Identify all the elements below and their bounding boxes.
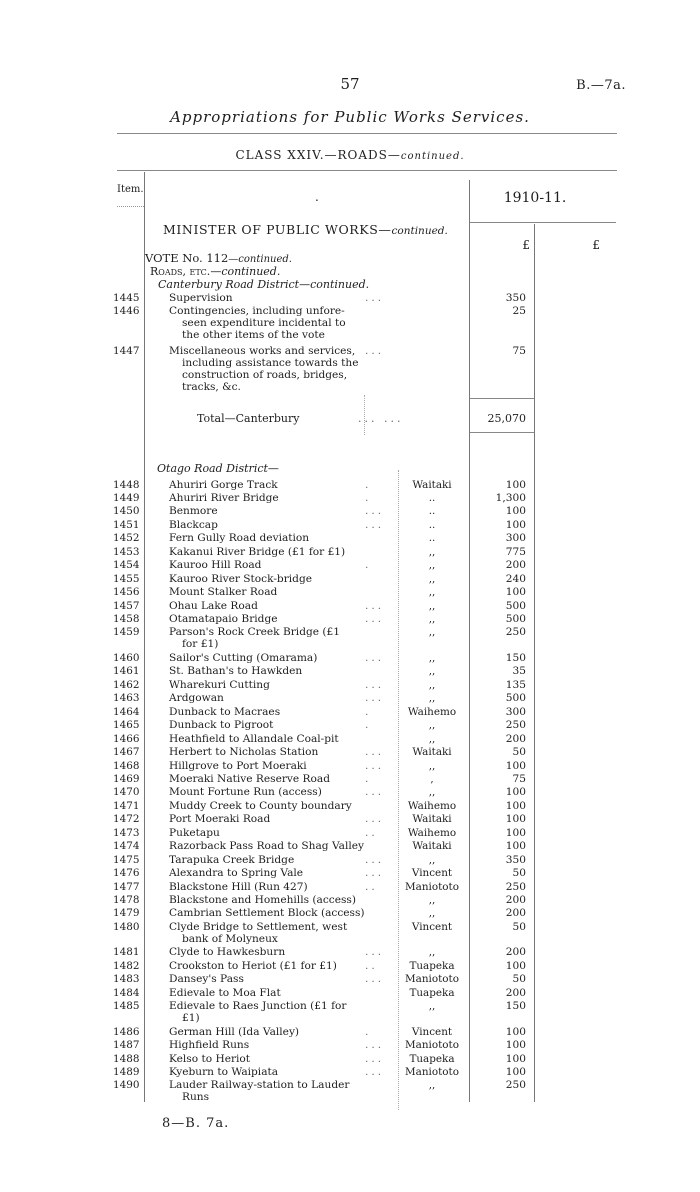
leader-dots: ... <box>365 867 385 880</box>
item-description: Ahuriri River Bridge <box>169 491 279 504</box>
item-amount: 135 <box>505 678 526 691</box>
county-name: , <box>430 772 434 785</box>
item-number: 1468 <box>113 759 140 772</box>
item-description: Tarapuka Creek Bridge <box>169 853 295 866</box>
item-number: 1450 <box>113 505 140 518</box>
table-row <box>0 894 700 906</box>
table-row <box>0 746 700 758</box>
leader-dots: ... <box>365 1065 385 1078</box>
table-row <box>0 305 700 317</box>
item-amount: 100 <box>505 1039 526 1052</box>
county-name: ,, <box>428 1079 436 1092</box>
table-row <box>0 867 700 879</box>
item-number: 1480 <box>113 920 140 933</box>
item-number: 1489 <box>113 1065 140 1078</box>
item-number: 1476 <box>113 867 140 880</box>
table-row <box>0 960 700 972</box>
item-amount: 100 <box>505 799 526 812</box>
title-rule <box>117 133 617 134</box>
item-description: Ohau Lake Road <box>169 599 258 612</box>
item-amount: 75 <box>512 345 526 357</box>
table-row <box>0 1039 700 1051</box>
item-number: 1481 <box>113 946 140 959</box>
county-name: Vincent <box>411 867 453 880</box>
item-description: Heathfield to Allandale Coal-pit <box>169 732 339 745</box>
item-amount: 250 <box>505 626 526 639</box>
item-description: Moeraki Native Reserve Road <box>169 772 330 785</box>
county-name: ,, <box>428 786 436 799</box>
table-row <box>0 1079 700 1091</box>
table-row <box>0 479 700 491</box>
item-number: 1475 <box>113 853 140 866</box>
item-description-continuation: the other items of the vote <box>182 329 325 341</box>
leader-dots: ... <box>365 678 385 691</box>
item-number: 1474 <box>113 840 140 853</box>
year-header-rule <box>470 222 616 223</box>
item-amount: 300 <box>505 705 526 718</box>
table-row <box>0 907 700 919</box>
table-row <box>0 546 700 558</box>
leader-dots: ... <box>365 599 385 612</box>
item-description: Dunback to Pigroot <box>169 719 274 732</box>
total-bottom-rule <box>470 432 534 433</box>
item-description: Ahuriri Gorge Track <box>169 478 278 491</box>
table-row <box>0 679 700 691</box>
table-row <box>0 773 700 785</box>
leader-dots: .. <box>365 880 378 893</box>
item-amount: 775 <box>505 545 526 558</box>
class-title-text: CLASS XXIV.—ROADS— <box>235 148 401 162</box>
item-amount: 35 <box>512 665 526 678</box>
item-amount: 1,300 <box>495 491 526 504</box>
vote-heading-suffix: —continued. <box>228 254 292 265</box>
item-number: 1488 <box>113 1052 140 1065</box>
county-name: ,, <box>428 586 436 599</box>
item-number: 1455 <box>113 572 140 585</box>
item-description-continuation: £1) <box>182 1012 200 1025</box>
county-name: ,, <box>428 853 436 866</box>
item-amount: 240 <box>505 572 526 585</box>
leader-dots: ... <box>365 853 385 866</box>
currency-symbol-col2: £ <box>592 238 600 252</box>
item-number: 1478 <box>113 894 140 906</box>
item-description: Cambrian Settlement Block (access) <box>169 907 365 920</box>
table-row <box>0 573 700 585</box>
county-name: ,, <box>428 692 436 705</box>
table-row <box>0 613 700 625</box>
item-amount: 350 <box>505 853 526 866</box>
item-number: 1484 <box>113 986 140 999</box>
item-description: Port Moeraki Road <box>169 813 271 826</box>
item-description-continuation: tracks, &c. <box>182 381 241 393</box>
item-description-continuation: seen expenditure incidental to <box>182 317 346 329</box>
item-number: 1482 <box>113 959 140 972</box>
county-name: Waihemo <box>407 705 457 718</box>
item-description: Razorback Pass Road to Shag Valley <box>169 840 364 853</box>
item-number: 1459 <box>113 626 140 639</box>
item-amount: 350 <box>505 292 526 304</box>
header-dot: . <box>315 190 319 204</box>
leader-dots: ... <box>365 505 385 518</box>
item-amount: 50 <box>512 920 526 933</box>
table-row <box>0 786 700 798</box>
table-row <box>0 586 700 598</box>
county-name: ,, <box>428 759 436 772</box>
item-description: Supervision <box>169 292 233 304</box>
item-number: 1477 <box>113 880 140 893</box>
canterbury-district-heading: Canterbury Road District—continued. <box>158 278 370 291</box>
item-amount: 100 <box>505 826 526 839</box>
county-name: Tuapeka <box>409 959 455 972</box>
item-description: Edievale to Moa Flat <box>169 986 281 999</box>
county-name: ,, <box>428 1000 436 1013</box>
item-amount: 100 <box>505 813 526 826</box>
item-column-header: Item. <box>117 184 144 195</box>
item-description: Highfield Runs <box>169 1039 250 1052</box>
county-name: Waitaki <box>412 478 452 491</box>
item-description: Puketapu <box>169 826 220 839</box>
item-description: Edievale to Raes Junction (£1 for <box>169 1000 347 1013</box>
county-name: ,, <box>428 719 436 732</box>
item-description: Blackstone and Homehills (access) <box>169 894 356 906</box>
item-number: 1479 <box>113 907 140 920</box>
item-description: Benmore <box>169 505 218 518</box>
item-number: 1460 <box>113 651 140 664</box>
item-amount: 50 <box>512 746 526 759</box>
item-amount: 100 <box>505 505 526 518</box>
table-row <box>0 692 700 704</box>
table-row <box>0 532 700 544</box>
county-name: Waihemo <box>407 826 457 839</box>
item-number: 1466 <box>113 732 140 745</box>
county-name: Vincent <box>411 920 453 933</box>
county-name: Vincent <box>411 1025 453 1038</box>
county-name: ,, <box>428 894 436 906</box>
county-name: ,, <box>428 732 436 745</box>
item-number: 1458 <box>113 613 140 625</box>
item-number: 1447 <box>113 345 140 357</box>
item-description: Sailor's Cutting (Omarama) <box>169 651 318 664</box>
table-row <box>0 760 700 772</box>
item-amount: 150 <box>505 1000 526 1013</box>
item-amount: 100 <box>505 759 526 772</box>
item-number: 1469 <box>113 772 140 785</box>
leader-dots: .. <box>365 826 378 839</box>
county-name: Waitaki <box>412 746 452 759</box>
leader-dots: ... <box>365 813 385 826</box>
table-row <box>0 559 700 571</box>
section-heading-suffix: continued. <box>391 225 448 237</box>
item-description: Mount Stalker Road <box>169 586 278 599</box>
item-number: 1471 <box>113 799 140 812</box>
item-description: Kauroo River Stock-bridge <box>169 572 312 585</box>
county-name: Maniototo <box>405 880 459 893</box>
item-number: 1485 <box>113 1000 140 1013</box>
item-number: 1448 <box>113 478 140 491</box>
total-top-rule <box>470 398 534 399</box>
item-description: Blackcap <box>169 518 218 531</box>
item-description: St. Bathan's to Hawkden <box>169 665 303 678</box>
county-name: ,, <box>428 907 436 920</box>
item-description: Fern Gully Road deviation <box>169 532 310 545</box>
county-name: ,, <box>428 599 436 612</box>
item-description: Mount Fortune Run (access) <box>169 786 322 799</box>
table-row <box>0 1026 700 1038</box>
county-name: ,, <box>428 545 436 558</box>
table-top-rule <box>117 170 617 171</box>
item-amount: 100 <box>505 840 526 853</box>
canterbury-total-label: Total—Canterbury <box>197 412 300 425</box>
item-description: Ardgowan <box>169 692 224 705</box>
county-name: ,, <box>428 678 436 691</box>
item-number: 1446 <box>113 305 140 317</box>
county-name: Maniototo <box>405 973 459 986</box>
leader-dots: ... <box>365 518 385 531</box>
table-row <box>0 600 700 612</box>
leader-dots: . <box>365 491 372 504</box>
table-row <box>0 1066 700 1078</box>
item-amount: 300 <box>505 532 526 545</box>
item-amount: 200 <box>505 907 526 920</box>
county-name: Tuapeka <box>409 986 455 999</box>
item-amount: 50 <box>512 973 526 986</box>
item-amount: 150 <box>505 651 526 664</box>
leader-dots: ... <box>365 1052 385 1065</box>
county-name: ,, <box>428 613 436 625</box>
county-name: Waitaki <box>412 813 452 826</box>
table-row <box>0 973 700 985</box>
item-description: Miscellaneous works and services, <box>169 345 356 357</box>
vote-heading <box>145 251 292 265</box>
document-reference: B.—7a. <box>576 78 626 93</box>
county-name: Waihemo <box>407 799 457 812</box>
county-name: ,, <box>428 651 436 664</box>
item-description: Clyde to Hawkesburn <box>169 946 286 959</box>
item-amount: 200 <box>505 894 526 906</box>
item-description: Otamatapaio Bridge <box>169 613 278 625</box>
county-name: Maniototo <box>405 1065 459 1078</box>
table-row <box>0 827 700 839</box>
table-row <box>0 813 700 825</box>
item-number: 1470 <box>113 786 140 799</box>
leader-dots: ... <box>365 345 385 357</box>
table-row <box>0 345 700 357</box>
leader-dots: ... <box>365 1039 385 1052</box>
item-amount: 75 <box>512 772 526 785</box>
table-row <box>0 706 700 718</box>
item-amount: 200 <box>505 946 526 959</box>
leader-dots: ... <box>365 786 385 799</box>
item-description: Kelso to Heriot <box>169 1052 251 1065</box>
table-row <box>0 1053 700 1065</box>
item-number: 1472 <box>113 813 140 826</box>
leader-dots: ... <box>365 973 385 986</box>
table-row <box>0 519 700 531</box>
item-description: Herbert to Nicholas Station <box>169 746 319 759</box>
section-heading <box>163 222 448 237</box>
item-amount: 100 <box>505 518 526 531</box>
county-name: .. <box>428 491 436 504</box>
roads-heading <box>150 265 280 278</box>
roads-heading-suffix: —continued. <box>210 265 281 278</box>
section-heading-text: MINISTER OF PUBLIC WORKS— <box>163 222 392 237</box>
leader-dots: ... <box>365 759 385 772</box>
item-amount: 100 <box>505 1065 526 1078</box>
leader-dots: . <box>365 719 372 732</box>
item-amount: 100 <box>505 1025 526 1038</box>
item-description: Wharekuri Cutting <box>169 678 270 691</box>
item-description-continuation: Runs <box>182 1091 210 1104</box>
item-description: Lauder Railway-station to Lauder <box>169 1079 350 1092</box>
item-number: 1453 <box>113 545 140 558</box>
item-description: German Hill (Ida Valley) <box>169 1025 300 1038</box>
item-amount: 250 <box>505 719 526 732</box>
county-name: ,, <box>428 665 436 678</box>
leader-dots: ... <box>365 746 385 759</box>
roads-heading-text: Roads, etc. <box>150 265 211 278</box>
item-number: 1483 <box>113 973 140 986</box>
item-amount: 200 <box>505 559 526 572</box>
item-number: 1465 <box>113 719 140 732</box>
county-name: ,, <box>428 626 436 639</box>
item-amount: 200 <box>505 986 526 999</box>
item-description-continuation: construction of roads, bridges, <box>182 369 348 381</box>
county-name: ,, <box>428 559 436 572</box>
table-row <box>0 854 700 866</box>
item-number: 1457 <box>113 599 140 612</box>
item-number: 1467 <box>113 746 140 759</box>
item-description: Kauroo Hill Road <box>169 559 262 572</box>
table-row <box>0 840 700 852</box>
item-amount: 500 <box>505 692 526 705</box>
item-number: 1487 <box>113 1039 140 1052</box>
table-row <box>0 719 700 731</box>
leader-dots: ... <box>365 292 385 304</box>
table-row <box>0 800 700 812</box>
county-name: ,, <box>428 572 436 585</box>
item-amount: 100 <box>505 786 526 799</box>
item-description: Blackstone Hill (Run 427) <box>169 880 308 893</box>
leader-dots: ... <box>365 651 385 664</box>
table-row <box>0 492 700 504</box>
item-description: Contingencies, including unfore- <box>169 305 345 317</box>
item-number: 1445 <box>113 292 140 304</box>
item-number: 1449 <box>113 491 140 504</box>
item-number: 1456 <box>113 586 140 599</box>
leader-dots: . <box>365 705 372 718</box>
leader-dots: . <box>365 1025 372 1038</box>
table-row <box>0 987 700 999</box>
table-row <box>0 665 700 677</box>
table-row <box>0 292 700 304</box>
item-amount: 100 <box>505 959 526 972</box>
item-number: 1452 <box>113 532 140 545</box>
canterbury-total-amount: 25,070 <box>487 412 526 425</box>
item-amount: 500 <box>505 599 526 612</box>
item-number: 1464 <box>113 705 140 718</box>
item-amount: 250 <box>505 1079 526 1092</box>
county-name: Waitaki <box>412 840 452 853</box>
item-description: Hillgrove to Port Moeraki <box>169 759 307 772</box>
table-row <box>0 881 700 893</box>
item-amount: 100 <box>505 1052 526 1065</box>
county-name: .. <box>428 532 436 545</box>
item-number: 1473 <box>113 826 140 839</box>
county-name: Maniototo <box>405 1039 459 1052</box>
class-title <box>0 148 700 162</box>
item-number: 1454 <box>113 559 140 572</box>
item-number: 1461 <box>113 665 140 678</box>
item-amount: 500 <box>505 613 526 625</box>
table-row <box>0 1000 700 1012</box>
leader-dots: ... <box>365 613 385 625</box>
item-number: 1490 <box>113 1079 140 1092</box>
page-title: Appropriations for Public Works Services. <box>170 108 530 126</box>
county-name: .. <box>428 518 436 531</box>
leader-dots: ... <box>365 946 385 959</box>
item-amount: 25 <box>512 305 526 317</box>
item-description-continuation: bank of Molyneux <box>182 932 278 945</box>
class-title-suffix: continued. <box>400 151 465 162</box>
item-description-continuation: for £1) <box>182 638 219 651</box>
item-header-rule <box>117 206 144 207</box>
leader-dots: .. <box>365 959 378 972</box>
item-amount: 100 <box>505 478 526 491</box>
table-row <box>0 652 700 664</box>
item-amount: 50 <box>512 867 526 880</box>
item-description: Clyde Bridge to Settlement, west <box>169 920 348 933</box>
leader-dots: . <box>365 478 372 491</box>
item-amount: 100 <box>505 586 526 599</box>
item-description: Muddy Creek to County boundary <box>169 799 352 812</box>
county-name: .. <box>428 505 436 518</box>
table-row <box>0 733 700 745</box>
item-description: Kyeburn to Waipiata <box>169 1065 279 1078</box>
year-column-header: 1910-11. <box>503 190 567 206</box>
county-name: Tuapeka <box>409 1052 455 1065</box>
table-row <box>0 921 700 933</box>
item-description: Kakanui River Bridge (£1 for £1) <box>169 545 346 558</box>
item-amount: 250 <box>505 880 526 893</box>
item-description-continuation: including assistance towards the <box>182 357 359 369</box>
item-description: Dunback to Macraes <box>169 705 281 718</box>
currency-symbol-col1: £ <box>522 238 530 252</box>
item-amount: 200 <box>505 732 526 745</box>
table-row <box>0 626 700 638</box>
item-description: Parson's Rock Creek Bridge (£1 <box>169 626 341 639</box>
otago-district-heading: Otago Road District— <box>157 462 279 475</box>
page-number: 57 <box>340 75 360 93</box>
table-row <box>0 505 700 517</box>
item-description: Dansey's Pass <box>169 973 244 986</box>
leader-dots: . <box>365 559 372 572</box>
canterbury-total-dots: ... ... <box>358 412 404 425</box>
item-number: 1463 <box>113 692 140 705</box>
item-number: 1486 <box>113 1025 140 1038</box>
table-row <box>0 946 700 958</box>
leader-dots: . <box>365 772 372 785</box>
item-description: Crookston to Heriot (£1 for £1) <box>169 959 337 972</box>
county-name: ,, <box>428 946 436 959</box>
item-number: 1462 <box>113 678 140 691</box>
item-number: 1451 <box>113 518 140 531</box>
vote-heading-text: VOTE No. 112 <box>145 251 229 265</box>
leader-dots: ... <box>365 692 385 705</box>
item-description: Alexandra to Spring Vale <box>169 867 304 880</box>
page-signature: 8—B. 7a. <box>162 1116 230 1131</box>
